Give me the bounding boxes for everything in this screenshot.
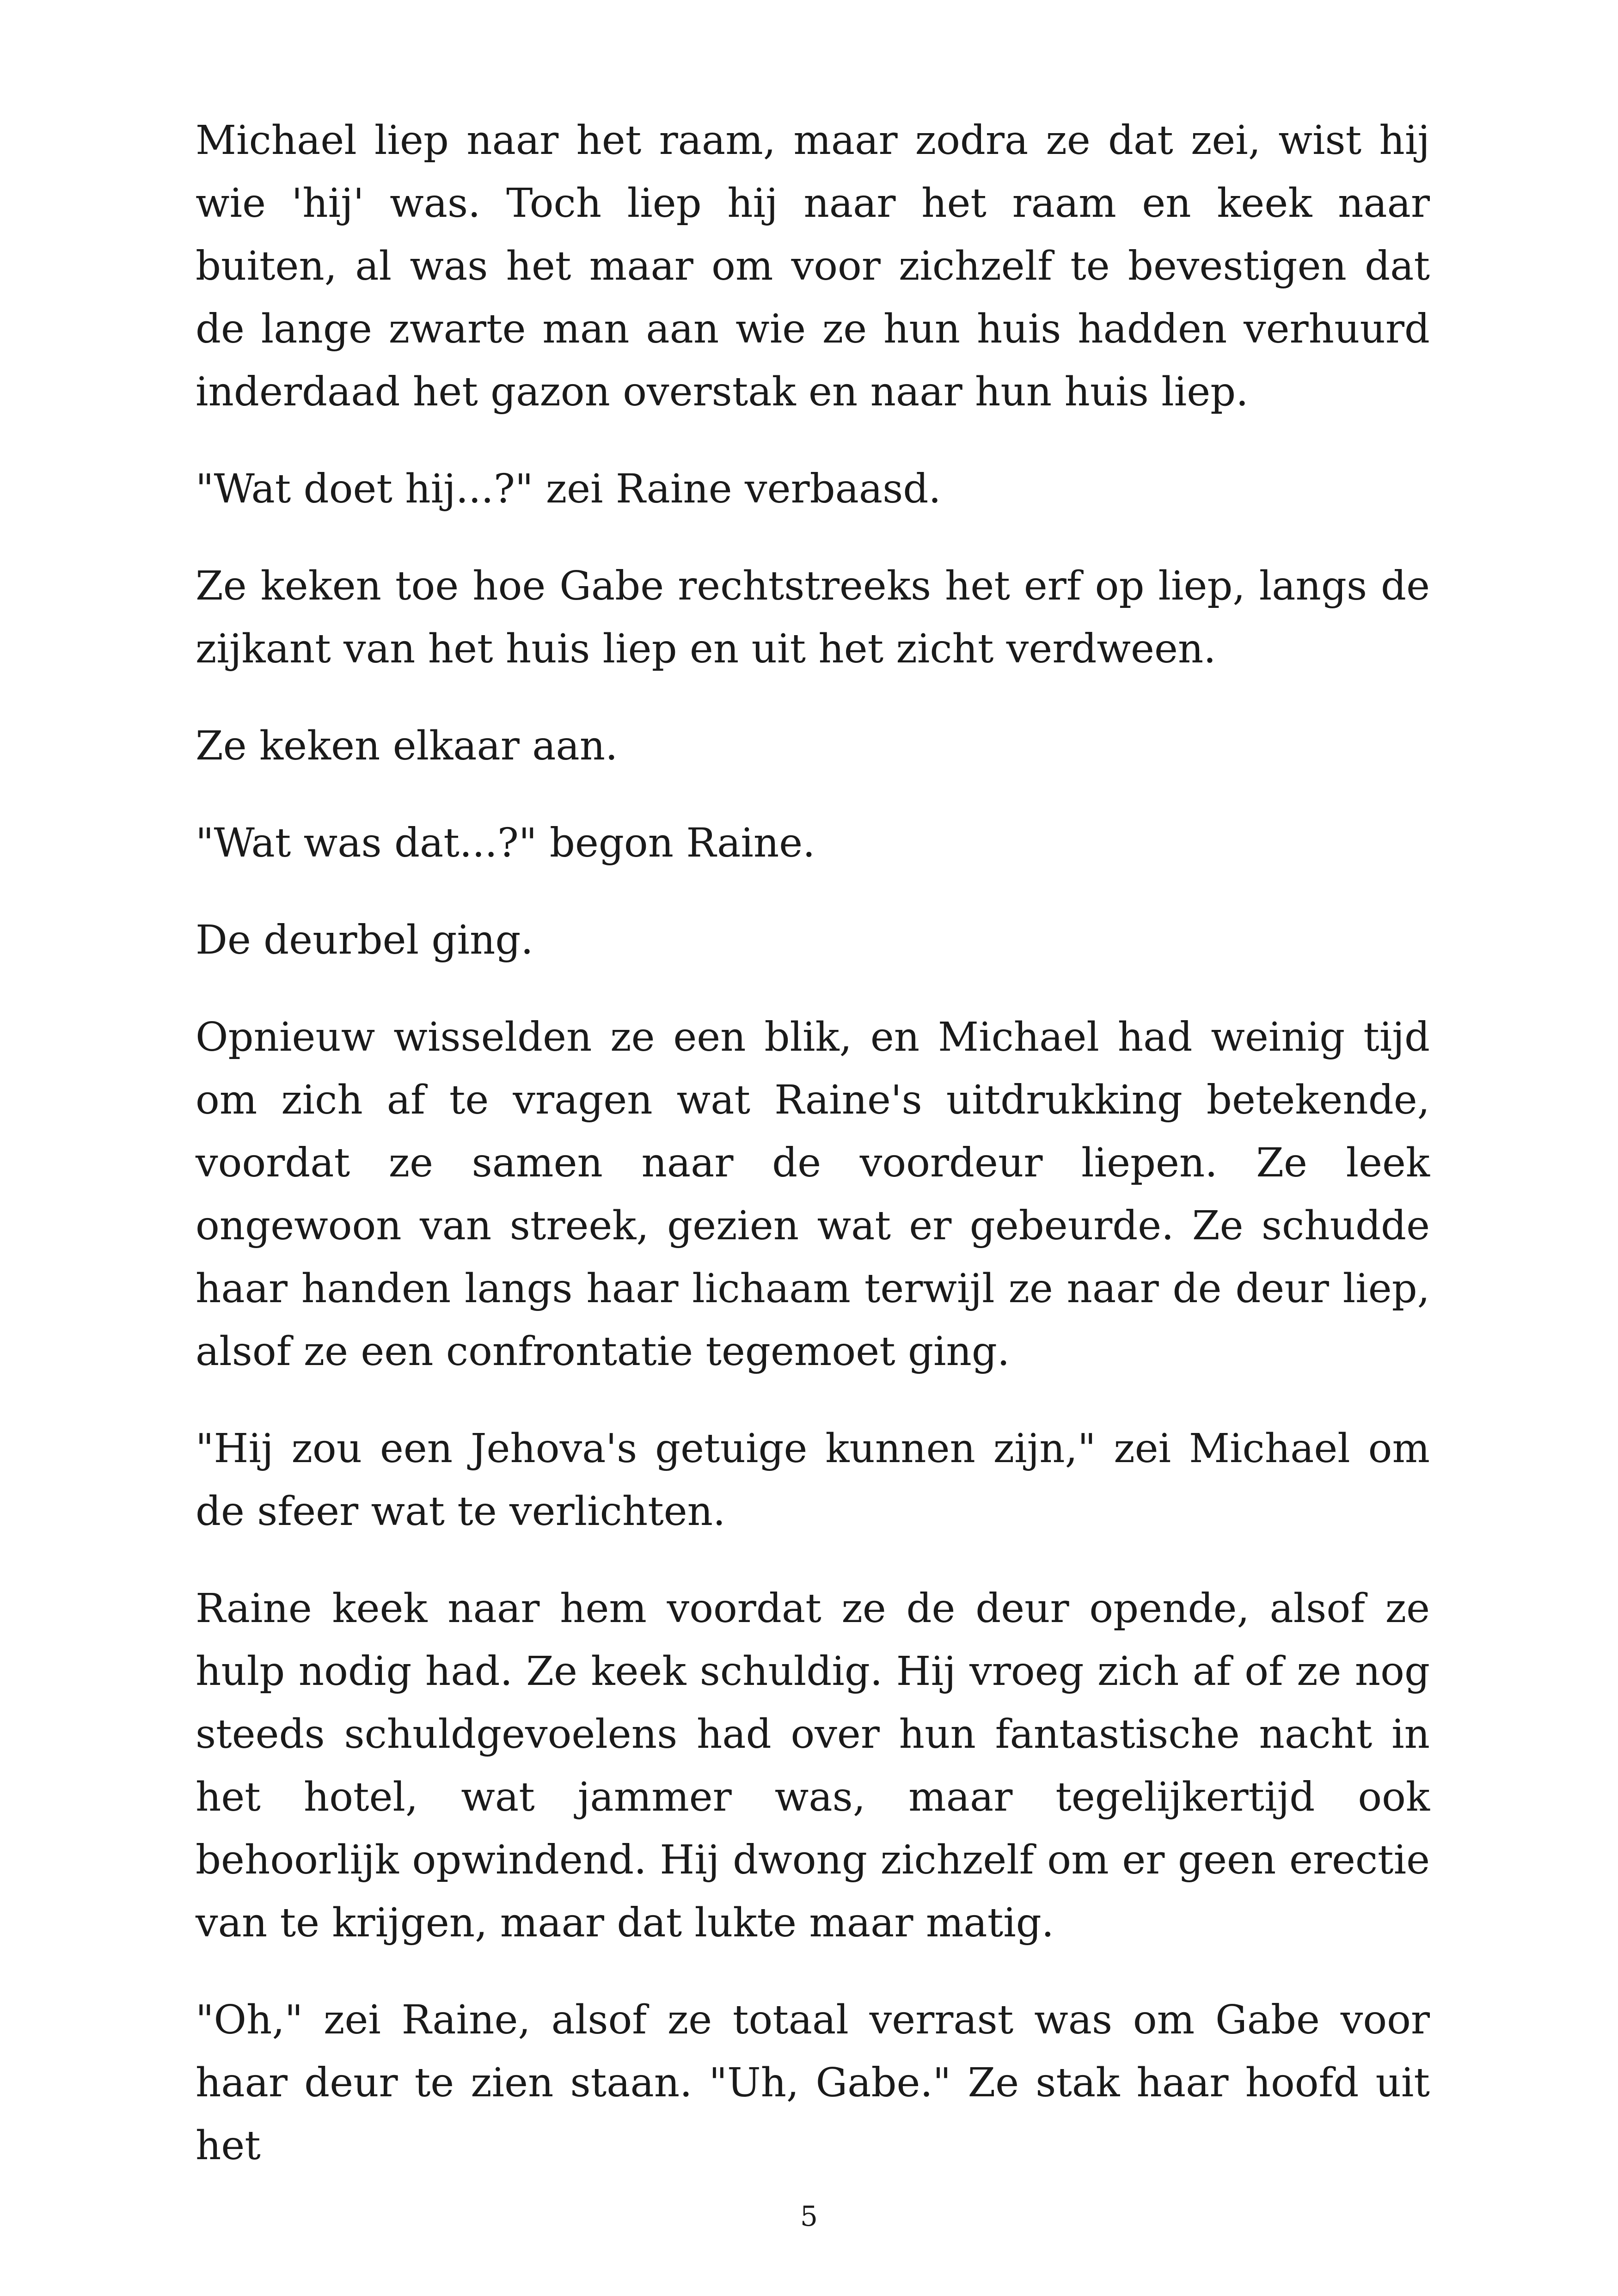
paragraph-5: "Wat was dat...?" begon Raine. [196,820,815,866]
paragraph-8: "Hij zou een Jehova's getuige kunnen zijn," zei Michael om de sfeer wat te verlichten. [196,1426,1430,1535]
text-body [196,109,1430,2211]
paragraph-9: Raine keek naar hem voordat ze de deur opende, alsof ze hulp nodig had. Ze keek schuldig. Hij vroeg zich af of ze nog steeds schuldgevoelens had over hun fantastische nacht in het hotel, wat jammer was, maar tegelijkertijd ook behoorlijk opwindend. Hij dwong zichzelf om er geen erectie van te krijgen, maar dat lukte maar matig. [196,1586,1430,1946]
paragraph-7: Opnieuw wisselden ze een blik, en Michael had weinig tijd om zich af te vragen wat Raine's uitdrukking betekende, voordat ze samen naar de voordeur liepen. Ze leek ongewoon van streek, gezien wat er gebeurde. Ze schudde haar handen langs haar lichaam terwijl ze naar de deur liep, alsof ze een confrontatie tegemoet ging. [196,1014,1430,1375]
paragraph-1: Michael liep naar het raam, maar zodra ze dat zei, wist hij wie 'hij' was. Toch liep hij naar het raam en keek naar buiten, al was het maar om voor zichzelf te bevestigen dat de lange zwarte man aan wie ze hun huis hadden verhuurd inderdaad het gazon overstak en naar hun huis liep. [196,117,1430,415]
paragraph-4: Ze keken elkaar aan. [196,723,618,769]
paragraph-3: Ze keken toe hoe Gabe rechtstreeks het erf op liep, langs de zijkant van het huis liep en uit het zicht verdween. [196,563,1430,672]
paragraph-6: De deurbel ging. [196,917,533,963]
page-number: 5 [800,2200,818,2233]
paragraph-2: "Wat doet hij...?" zei Raine verbaasd. [196,466,941,512]
paragraph-10: "Oh," zei Raine, alsof ze totaal verrast was om Gabe voor haar deur te zien staan. "Uh, Gabe." Ze stak haar hoofd uit het [196,1997,1430,2169]
